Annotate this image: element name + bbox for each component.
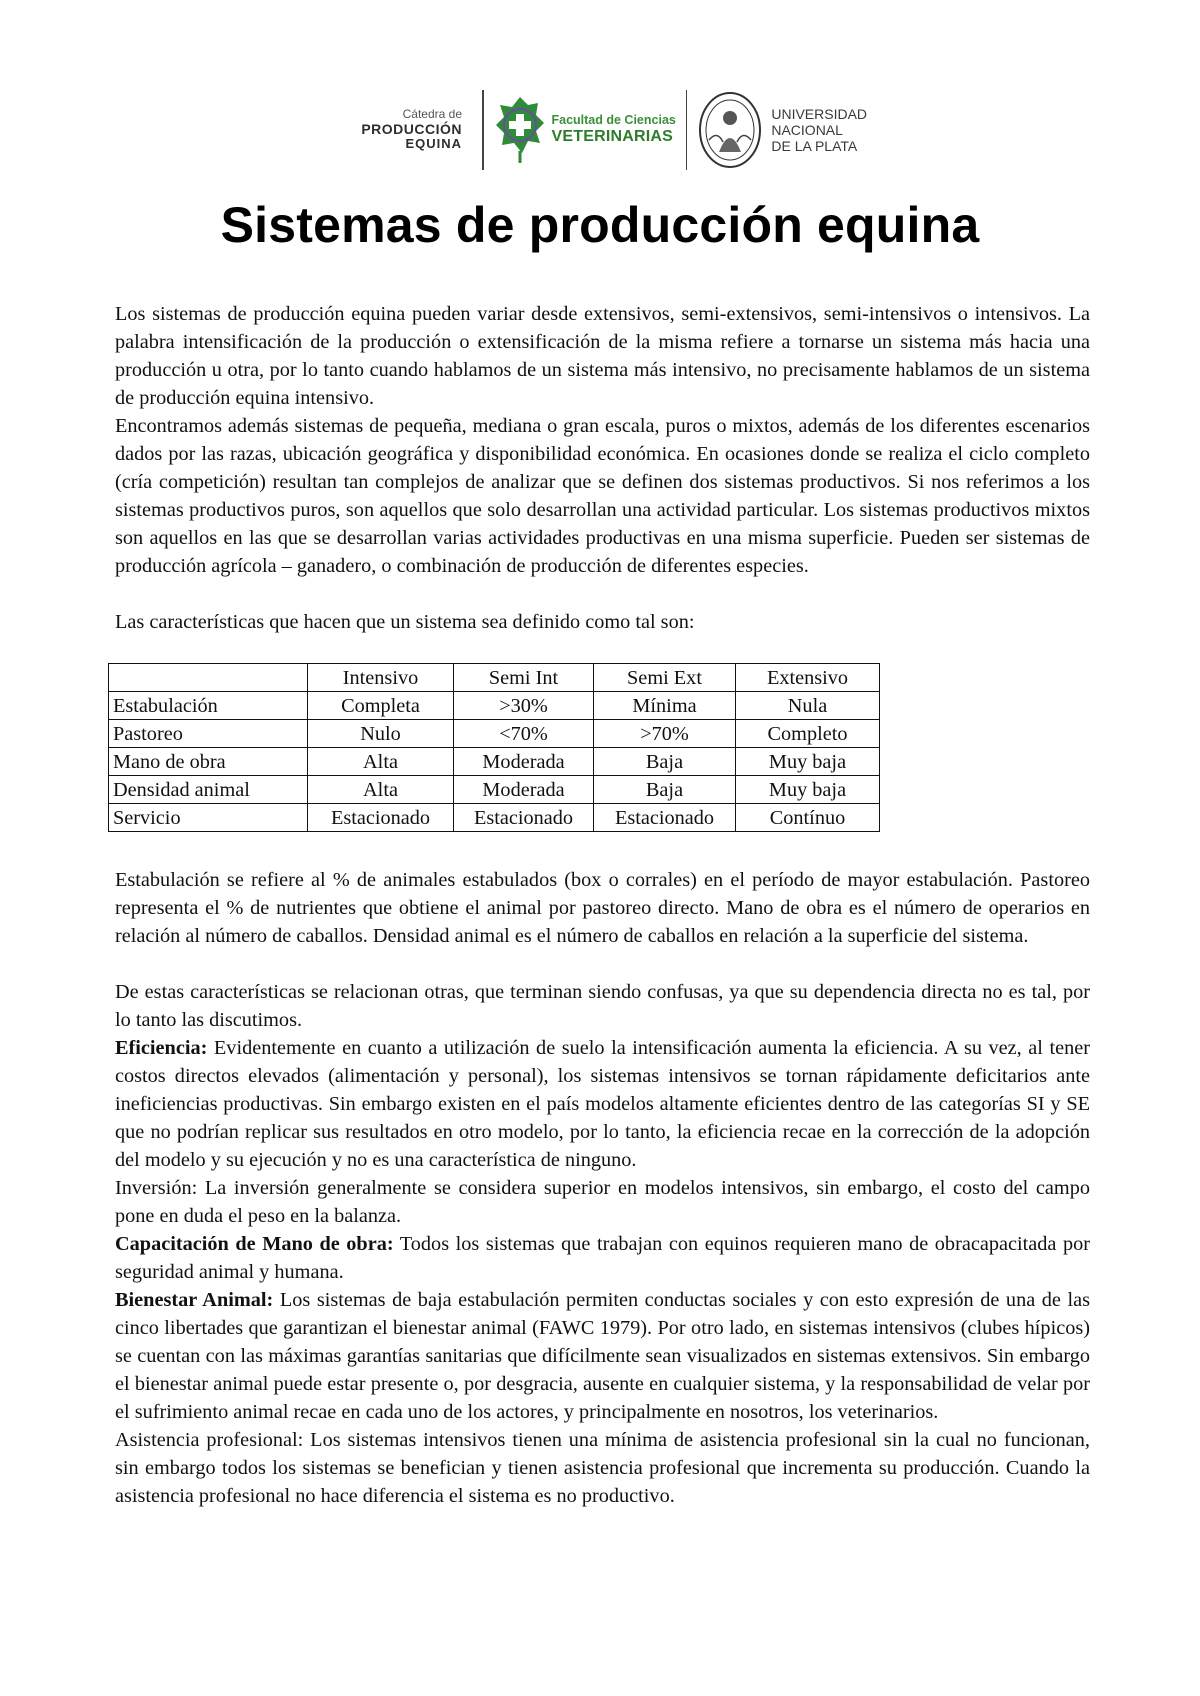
table-cell: Moderada xyxy=(454,748,594,776)
table-header-cell: Semi Ext xyxy=(594,664,736,692)
facultad-logo xyxy=(494,95,676,165)
capacitacion-label: Capacitación de Mano de obra: xyxy=(115,1233,394,1255)
catedra-line3: EQUINA xyxy=(405,136,462,152)
catedra-line1: Cátedra de xyxy=(402,106,462,121)
intro-paragraph-2: Encontramos además sistemas de pequeña, mediana o gran escala, puros o mixtos, además de los diferentes escenarios dados por las razas, ubicación geográfica y disponibilidad económica. En ocasiones donde se realiza el ciclo completo (cría competición) resultan tan complejos de analizar que se definen dos sistemas productivos. Si nos referimos a los sistemas productivos puros, son aquellos que solo desarrollan una actividad particular. Los sistemas productivos mixtos son aquellos en las que se desarrollan varias actividades productivas en una misma superficie. Pueden ser sistemas de producción agrícola – ganadero, o combinación de producción de diferentes especies. xyxy=(115,415,1090,577)
intro-section xyxy=(115,300,1090,636)
table-cell: Mínima xyxy=(594,692,736,720)
table-cell: Contínuo xyxy=(736,804,880,832)
table-header-cell: Intensivo xyxy=(308,664,454,692)
logo-divider xyxy=(686,90,688,170)
universidad-line1: UNIVERSIDAD xyxy=(771,105,868,122)
table-row xyxy=(109,776,880,804)
table-header-cell xyxy=(109,664,308,692)
facultad-line2: VETERINARIAS xyxy=(551,128,674,146)
eficiencia-text: Evidentemente en cuanto a utilización de suelo la intensificación aumenta la eficiencia. A su vez, al tener costos directos elevados (alimentación y personal), los sistemas intensivos se tornan rápidamente deficitarios ante ineficiencias productivas. Sin embargo existen en el país modelos altamente eficientes dentro de las categorías SI y SE que no podrían replicar sus resultados en otro modelo, por lo tanto, la eficiencia recae en la corrección de la adopción del modelo y su ejecución y no es una característica de ninguno. xyxy=(115,1037,1090,1171)
table-cell: <70% xyxy=(454,720,594,748)
table-row-label: Pastoreo xyxy=(109,720,308,748)
catedra-line2: PRODUCCIÓN xyxy=(361,121,462,138)
table-header-cell: Semi Int xyxy=(454,664,594,692)
table-cell: Nula xyxy=(736,692,880,720)
table-cell: Baja xyxy=(594,776,736,804)
table-cell: Estacionado xyxy=(454,804,594,832)
table-cell: Muy baja xyxy=(736,776,880,804)
universidad-line3: DE LA PLATA xyxy=(771,138,858,155)
table-cell: Completo xyxy=(736,720,880,748)
table-row-label: Densidad animal xyxy=(109,776,308,804)
universidad-logo xyxy=(697,90,867,170)
related-paragraph: De estas características se relacionan otras, que terminan siendo confusas, ya que su dependencia directa no es tal, por lo tanto las discutimos. xyxy=(115,981,1090,1031)
logo-divider xyxy=(482,90,484,170)
table-cell: Baja xyxy=(594,748,736,776)
table-cell: Muy baja xyxy=(736,748,880,776)
intro-paragraph-1: Los sistemas de producción equina pueden variar desde extensivos, semi-extensivos, semi-intensivos o intensivos. La palabra intensificación de la producción o extensificación de la misma refiere a tornarse un sistema más hacia una producción u otra, por lo tanto cuando hablamos de un sistema más intensivo, no precisamente hablamos de un sistema de producción equina intensivo. xyxy=(115,303,1090,409)
table-row xyxy=(109,748,880,776)
table-row-label: Servicio xyxy=(109,804,308,832)
table-header-row xyxy=(109,664,880,692)
bienestar-label: Bienestar Animal: xyxy=(115,1289,274,1311)
table-cell: Nulo xyxy=(308,720,454,748)
characteristics-table xyxy=(108,663,880,832)
facultad-line1: Facultad de Ciencias xyxy=(551,113,676,128)
table-cell: Alta xyxy=(308,748,454,776)
page-title: Sistemas de producción equina xyxy=(220,197,980,253)
logo-header xyxy=(350,86,870,174)
table-header-cell: Extensivo xyxy=(736,664,880,692)
discussion-section xyxy=(115,866,1090,1510)
leaf-cross-icon xyxy=(494,95,546,165)
table-cell: Estacionado xyxy=(594,804,736,832)
bienestar-paragraph xyxy=(115,1286,1090,1426)
capacitacion-text: Todos los sistemas que trabajan con equinos requieren mano de obracapacitada por seguridad animal y humana. xyxy=(115,1233,1090,1283)
table-cell: Alta xyxy=(308,776,454,804)
universidad-line2: NACIONAL xyxy=(771,121,843,138)
catedra-logo xyxy=(350,108,472,153)
table-cell: Completa xyxy=(308,692,454,720)
capacitacion-paragraph xyxy=(115,1230,1090,1286)
eficiencia-label: Eficiencia: xyxy=(115,1037,208,1059)
table-row-label: Estabulación xyxy=(109,692,308,720)
table-row xyxy=(109,720,880,748)
university-seal-icon xyxy=(697,90,763,170)
table-row xyxy=(109,692,880,720)
table-intro: Las características que hacen que un sistema sea definido como tal son: xyxy=(115,611,695,633)
bienestar-text: Los sistemas de baja estabulación permiten conductas sociales y con esto expresión de una de las cinco libertades que garantizan el bienestar animal (FAWC 1979). Por otro lado, en sistemas intensivos (clubes hípicos) se cuentan con las máximas garantías sanitarias que difícilmente sean visualizados en sistemas extensivos. Sin embargo el bienestar animal puede estar presente o, por desgracia, ausente en cualquier sistema, y la responsabilidad de velar por el sufrimiento animal recae en cada uno de los actores, y principalmente en nosotros, los veterinarios. xyxy=(115,1289,1090,1423)
asistencia-paragraph: Asistencia profesional: Los sistemas intensivos tienen una mínima de asistencia profesional sin la cual no funcionan, sin embargo todos los sistemas se benefician y tienen asistencia profesional que incrementa su producción. Cuando la asistencia profesional no hace diferencia el sistema es no productivo. xyxy=(115,1429,1090,1507)
inversion-paragraph: Inversión: La inversión generalmente se considera superior en modelos intensivos, sin embargo, el costo del campo pone en duda el peso en la balanza. xyxy=(115,1177,1090,1227)
table-cell: Estacionado xyxy=(308,804,454,832)
table-cell: >30% xyxy=(454,692,594,720)
table-row-label: Mano de obra xyxy=(109,748,308,776)
table-cell: Moderada xyxy=(454,776,594,804)
eficiencia-paragraph xyxy=(115,1034,1090,1174)
table-cell: >70% xyxy=(594,720,736,748)
definitions-paragraph: Estabulación se refiere al % de animales estabulados (box o corrales) en el período de mayor estabulación. Pastoreo representa el % de nutrientes que obtiene el animal por pastoreo directo. Mano de obra es el número de operarios en relación al número de caballos. Densidad animal es el número de caballos en relación a la superficie del sistema. xyxy=(115,869,1090,947)
table-row xyxy=(109,804,880,832)
